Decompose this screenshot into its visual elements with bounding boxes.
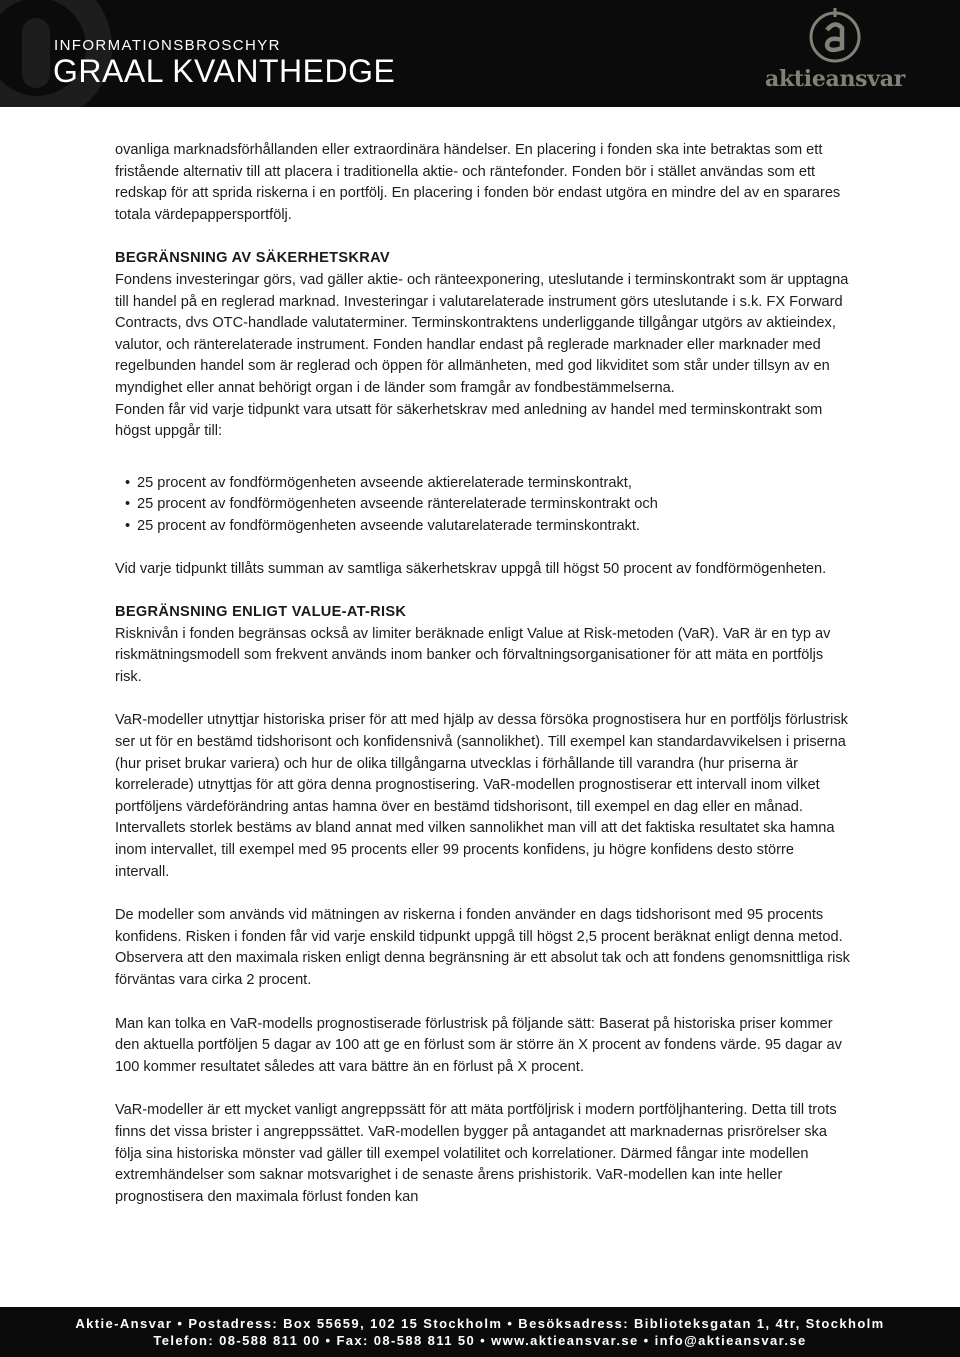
document-title: GRAAL KVANTHEDGE: [53, 53, 396, 89]
paragraph: Risknivån i fonden begränsas också av limiter beräknade enligt Value at Risk-metoden (VaR). VaR är en typ av riskmätningsmodell som frekvent används inom banker och förvaltningsorganisationer för att mäta en portföljs risk.: [115, 625, 831, 685]
section-heading-value-at-risk: BEGRÄNSNING ENLIGT VALUE-AT-RISK: [115, 604, 407, 621]
page-header: [0, 0, 960, 107]
list-item: • 25 procent av fondförmögenheten avseende ränterelaterade terminskontrakt och: [115, 494, 850, 516]
intro-paragraph: ovanliga marknadsförhållanden eller extraordinära händelser. En placering i fonden ska inte betraktas som ett fristående alternativ till att placera i traditionella aktie- och räntefonder. Fonden bör i stället användas som ett redskap för att sprida riskerna i en portfölj. En placering i fonden bör endast utgöra en mindre del av en sparares totala värdepappersportfölj.: [115, 142, 841, 223]
paragraph: VaR-modeller utnyttjar historiska priser för att med hjälp av dessa försöka prognostisera hur en portföljs förlustrisk ser ut för en bestämd tidshorisont och konfidensnivå (sannolikhet). Till exempel kan standardavvikelsen i priserna (hur priset brukar variera) och hur de olika tillgångarna utvecklas i förhållande till varandra (hur priserna är korrelerade) utnyttjas för att göra denna prognostisering. VaR-modellen prognostiserar ett intervall inom vilket portföljens värdeförändring antas hamna över en bestämd tidshorisont, till exempel en dag eller en månad. Intervallets storlek bestäms av bland annat med vilken sannolikhet man vill att det faktiska resultatet ska hamna inom intervallet, till exempel med 95 procents eller 99 procents konfidens, ju högre konfidens desto större intervall.: [115, 712, 848, 880]
paragraph: Fonden får vid varje tidpunkt vara utsatt för säkerhetskrav med anledning av handel med terminskontrakt som högst uppgår till:: [115, 401, 823, 440]
aktieansvar-emblem-icon: [808, 8, 862, 64]
logo-wordmark: aktieansvar: [765, 66, 905, 92]
paragraph: De modeller som används vid mätningen av riskerna i fonden använder en dags tidshorisont med 95 procents konfidens. Risken i fonden får vid varje enskild tidpunkt uppgå till högst 2,5 procent beräknat enligt denna metod. Observera att den maximala risken enligt denna begränsning är ett absolut tak och att fondens genomsnittliga risk förväntas vara cirka 2 procent.: [115, 907, 850, 988]
list-item: • 25 procent av fondförmögenheten avseende aktierelaterade terminskontrakt,: [115, 473, 850, 495]
paragraph: Fondens investeringar görs, vad gäller aktie- och ränteexponering, uteslutande i terminskontrakt som är upptagna till handel på en reglerad marknad. Investeringar i valutarelaterade instrument görs uteslutande i s.k. FX Forward Contracts, dvs OTC-handlade valutaterminer. Terminskontraktens underliggande tillgångar utgörs av aktieindex, valutor, och ränterelaterade instrument. Fonden handlar endast på reglerade marknader eller marknader med regelbunden handel som är reglerad och öppen för allmänheten, med god likviditet som står under tillsyn av en myndighet eller annat behörigt organ i de länder som framgår av fondbestämmelserna.: [115, 271, 849, 396]
paragraph: VaR-modeller är ett mycket vanligt angreppssätt för att mäta portföljrisk i modern portföljhantering. Detta till trots finns det vissa brister i angreppssättet. VaR-modellen bygger på antagandet att marknadernas prisrörelser ska följa sina historiska mönster vad gäller till exempel volatilitet och korrelationer. Därmed fångar inte modellen extremhändelser som saknar motsvarighet i de senaste årens prishistorik. VaR-modellen kan inte heller prognostisera den maximala förlust fonden kan: [115, 1102, 837, 1205]
aktieansvar-logo: [760, 8, 910, 100]
list-item: • 25 procent av fondförmögenheten avseende valutarelaterade terminskontrakt.: [115, 516, 850, 538]
paragraph: Man kan tolka en VaR-modells prognostiserade förlustrisk på följande sätt: Baserat på historiska priser kommer den aktuella portföljen 5 dagar av 100 att ge en förlust som är större än X procent av fondens värde. 95 dagar av 100 kommer resultatet således att vara bättre än en förlust på X procent.: [115, 1015, 842, 1075]
footer-contact: Telefon: 08-588 811 00 • Fax: 08-588 811 50 • www.aktieansvar.se • info@aktieansvar.se: [153, 1333, 807, 1348]
bullet-list: [115, 473, 850, 538]
main-content: [115, 140, 850, 1208]
paragraph: Vid varje tidpunkt tillåts summan av samtliga säkerhetskrav uppgå till högst 50 procent av fondförmögenheten.: [115, 560, 827, 577]
header-kicker: INFORMATIONSBROSCHYR: [54, 37, 281, 54]
page-footer: [0, 1307, 960, 1357]
footer-address: Aktie-Ansvar • Postadress: Box 55659, 102 15 Stockholm • Besöksadress: Biblioteksgatan 1, 4tr, Stockholm: [75, 1316, 885, 1331]
section-heading-sakerhetskrav: BEGRÄNSNING AV SÄKERHETSKRAV: [115, 250, 390, 267]
